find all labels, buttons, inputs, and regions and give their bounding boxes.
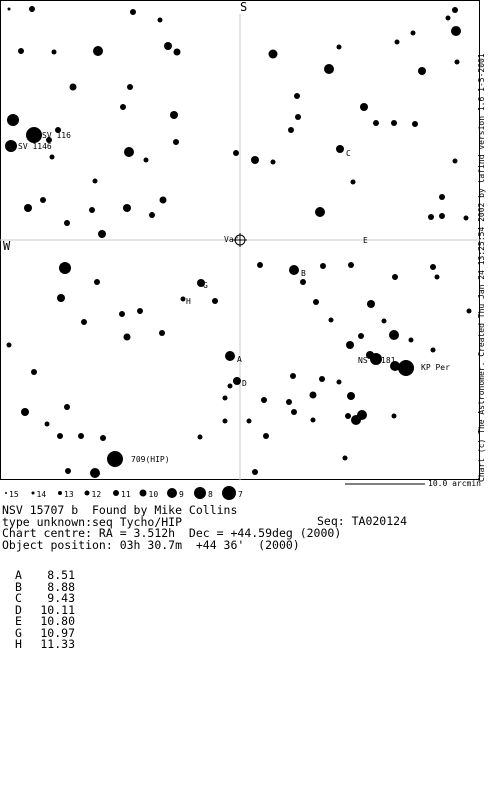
star bbox=[451, 26, 461, 36]
star bbox=[174, 49, 181, 56]
star bbox=[212, 298, 218, 304]
magnitude-scale-label: 15 bbox=[9, 490, 19, 499]
star bbox=[382, 319, 387, 324]
star bbox=[358, 333, 364, 339]
star bbox=[81, 319, 87, 325]
star bbox=[130, 9, 136, 15]
star bbox=[329, 318, 334, 323]
star bbox=[271, 160, 276, 165]
magnitude-scale-label: 13 bbox=[64, 490, 74, 499]
star-label-e: E bbox=[363, 236, 368, 245]
star-label-nsv1146: SV 1146 bbox=[18, 142, 52, 151]
star bbox=[223, 419, 228, 424]
star bbox=[439, 194, 445, 200]
star bbox=[351, 180, 356, 185]
star bbox=[18, 48, 24, 54]
star bbox=[93, 179, 98, 184]
chart-info bbox=[2, 505, 341, 551]
star bbox=[90, 468, 100, 478]
star bbox=[373, 120, 379, 126]
north-label: S bbox=[240, 0, 248, 14]
star-label-kp-per: KP Per bbox=[421, 363, 450, 372]
star-label-c: C bbox=[346, 149, 351, 158]
star bbox=[100, 435, 106, 441]
star-label-g: G bbox=[203, 281, 208, 290]
star bbox=[21, 408, 29, 416]
magnitude-scale-dot bbox=[194, 487, 206, 499]
magnitude-scale-label: 11 bbox=[121, 490, 131, 499]
star bbox=[228, 384, 233, 389]
star bbox=[45, 422, 50, 427]
star bbox=[144, 158, 149, 163]
star bbox=[247, 419, 252, 424]
star bbox=[7, 343, 12, 348]
star bbox=[430, 264, 436, 270]
star bbox=[57, 433, 63, 439]
star bbox=[223, 396, 228, 401]
sequence-magnitude: 9.43 bbox=[47, 591, 75, 605]
star bbox=[428, 214, 434, 220]
star bbox=[467, 309, 472, 314]
star bbox=[347, 392, 355, 400]
star bbox=[107, 451, 123, 467]
star bbox=[337, 380, 342, 385]
star-label-b: B bbox=[301, 269, 306, 278]
star bbox=[398, 360, 414, 376]
sequence-label: C bbox=[15, 591, 22, 605]
sequence-label: H bbox=[15, 637, 22, 651]
star bbox=[452, 7, 458, 13]
star bbox=[294, 93, 300, 99]
star bbox=[173, 139, 179, 145]
star bbox=[119, 311, 125, 317]
star bbox=[124, 147, 134, 157]
sequence-label: E bbox=[15, 614, 22, 628]
magnitude-scale-label: 9 bbox=[179, 490, 184, 499]
star bbox=[26, 127, 42, 143]
star bbox=[50, 155, 55, 160]
type-line: type unknown:seq Tycho/HIP bbox=[2, 514, 183, 529]
star bbox=[252, 469, 258, 475]
star bbox=[295, 114, 301, 120]
sequence-label: G bbox=[15, 625, 22, 640]
magnitude-scale-label: 12 bbox=[91, 490, 102, 499]
west-label: W bbox=[3, 239, 11, 253]
sequence-magnitude: 10.80 bbox=[40, 614, 75, 628]
star bbox=[65, 468, 71, 474]
star bbox=[395, 40, 400, 45]
star bbox=[324, 64, 334, 74]
sequence-magnitude: 8.88 bbox=[47, 579, 75, 594]
star bbox=[453, 159, 458, 164]
star bbox=[94, 279, 100, 285]
magnitude-scale-dot bbox=[222, 486, 236, 500]
magnitude-scale-label: 14 bbox=[36, 490, 47, 499]
star bbox=[320, 263, 326, 269]
star-label-h: H bbox=[186, 297, 191, 306]
star bbox=[164, 42, 172, 50]
star bbox=[288, 127, 294, 133]
star bbox=[78, 433, 84, 439]
sequence-magnitude: 11.33 bbox=[40, 637, 75, 651]
star bbox=[70, 84, 77, 91]
star bbox=[392, 414, 397, 419]
sequence-magnitude: 10.97 bbox=[40, 625, 75, 640]
star-label-nsv: NS bbox=[358, 356, 368, 365]
star bbox=[181, 297, 186, 302]
star bbox=[251, 156, 259, 164]
star bbox=[286, 399, 292, 405]
star bbox=[52, 50, 57, 55]
sequence-label: A bbox=[15, 568, 22, 582]
star bbox=[24, 204, 32, 212]
star bbox=[158, 18, 163, 23]
star bbox=[311, 418, 316, 423]
star bbox=[348, 262, 354, 268]
star bbox=[160, 197, 167, 204]
star bbox=[31, 369, 37, 375]
star bbox=[59, 262, 71, 274]
magnitude-scale-label: 7 bbox=[238, 490, 243, 499]
star bbox=[149, 212, 155, 218]
star bbox=[93, 46, 103, 56]
star bbox=[261, 397, 267, 403]
magnitude-scale-label: 8 bbox=[208, 490, 213, 499]
star bbox=[7, 114, 19, 126]
magnitude-scale-dot bbox=[140, 490, 147, 497]
sequence-label: D bbox=[15, 602, 22, 617]
magnitude-scale-dot bbox=[167, 488, 177, 498]
magnitude-scale-label: 10 bbox=[148, 490, 159, 499]
star bbox=[337, 45, 342, 50]
star bbox=[137, 308, 143, 314]
star bbox=[5, 140, 17, 152]
magnitude-scale-dot bbox=[5, 492, 7, 494]
star bbox=[319, 376, 325, 382]
star bbox=[391, 120, 397, 126]
star bbox=[389, 330, 399, 340]
magnitude-scale-dot bbox=[32, 492, 35, 495]
star bbox=[123, 204, 131, 212]
star bbox=[418, 67, 426, 75]
chart-credit: Chart (c) The Astronomer. Created Thu Jan 24 13:25:54 2002 by tafind version 1.6 1-5-2001 bbox=[477, 53, 486, 482]
star bbox=[29, 6, 35, 12]
star bbox=[313, 299, 319, 305]
position-line: Object position: 03h 30.7m +44 36' (2000) bbox=[2, 537, 300, 552]
star bbox=[64, 220, 70, 226]
star bbox=[392, 274, 398, 280]
star bbox=[367, 300, 375, 308]
star-label-d: D bbox=[242, 379, 247, 388]
star bbox=[257, 262, 263, 268]
star bbox=[300, 279, 306, 285]
star bbox=[435, 275, 440, 280]
star bbox=[431, 348, 436, 353]
centre-line: Chart centre: RA = 3.512h Dec = +44.59deg (2000) bbox=[2, 526, 342, 540]
star bbox=[439, 213, 445, 219]
sequence-label: B bbox=[15, 579, 22, 594]
star bbox=[40, 197, 46, 203]
star bbox=[446, 16, 451, 21]
star bbox=[89, 207, 95, 213]
star bbox=[233, 377, 241, 385]
star-label-nsv1162: SV 116 bbox=[42, 131, 71, 140]
star bbox=[124, 334, 131, 341]
star bbox=[233, 150, 239, 156]
star bbox=[159, 330, 165, 336]
star bbox=[269, 50, 278, 59]
star bbox=[98, 230, 106, 238]
sequence-id: Seq: TA020124 bbox=[317, 514, 408, 528]
star bbox=[360, 103, 368, 111]
star bbox=[464, 216, 469, 221]
star bbox=[346, 341, 354, 349]
star-label-a: A bbox=[237, 355, 242, 364]
star bbox=[8, 8, 11, 11]
star-label-nsv-number: 181 bbox=[381, 356, 396, 365]
star bbox=[289, 265, 299, 275]
star-label-hip: 709(HIP) bbox=[131, 455, 170, 464]
star bbox=[343, 456, 348, 461]
star bbox=[127, 84, 133, 90]
star bbox=[120, 104, 126, 110]
star bbox=[291, 409, 297, 415]
star bbox=[64, 404, 70, 410]
star bbox=[170, 111, 178, 119]
star bbox=[411, 31, 416, 36]
star bbox=[57, 294, 65, 302]
star bbox=[412, 121, 418, 127]
star bbox=[345, 413, 351, 419]
sequence-magnitude: 8.51 bbox=[47, 568, 75, 582]
magnitude-scale-dot bbox=[85, 491, 90, 496]
star bbox=[455, 60, 460, 65]
star bbox=[409, 338, 414, 343]
star bbox=[263, 433, 269, 439]
variable-label: Var bbox=[224, 235, 239, 244]
magnitude-scale-dot bbox=[113, 490, 119, 496]
star bbox=[336, 145, 344, 153]
star bbox=[351, 415, 361, 425]
star bbox=[225, 351, 235, 361]
star bbox=[290, 373, 296, 379]
magnitude-scale-dot bbox=[58, 491, 62, 495]
sequence-magnitude: 10.11 bbox=[40, 602, 75, 617]
scale-bar-label: 10.0 arcmin bbox=[428, 479, 481, 488]
star bbox=[198, 435, 203, 440]
star bbox=[315, 207, 325, 217]
title-line: NSV 15707 b Found by Mike Collins bbox=[2, 503, 238, 517]
star bbox=[310, 392, 317, 399]
